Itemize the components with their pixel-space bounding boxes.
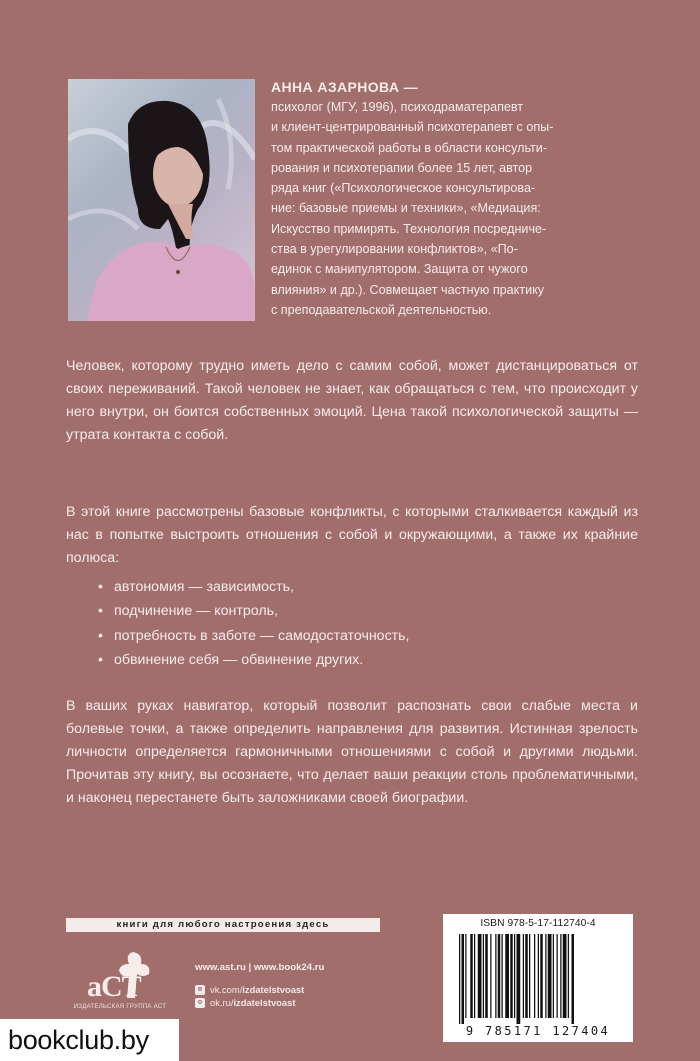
description-paragraph-1: Человек, которому трудно иметь дело с самим собой, может дистанцироваться от своих переживаний. Такой человек не знает, как обращаться с тем, что происходит у него внутри, он боится собственных эмоций. Цена такой психологической защиты — утрата контакта с собой. (66, 358, 638, 444)
publisher-websites[interactable]: www.ast.ru | www.book24.ru (195, 962, 325, 973)
publisher-logo-text: aCT (87, 970, 141, 1002)
vk-link-handle: izdatelstvoast (242, 984, 305, 995)
ok-link-prefix: ok.ru/ (210, 997, 234, 1008)
bio-line: ние: базовые приемы и техники», «Медиация: (271, 201, 541, 216)
list-item: • обвинение себя — обвинение других. (98, 648, 410, 672)
bio-line: влияния» и др.). Совмещает частную практику (271, 282, 545, 297)
bio-line: с преподавательской деятельностью. (271, 302, 492, 317)
tagline-banner: книги для любого настроения здесь (66, 918, 380, 932)
publisher-logo (85, 950, 155, 1002)
bio-line: ряда книг («Психологическое консультирова- (271, 181, 536, 196)
list-item: • автономия — зависимость, (98, 575, 410, 599)
vk-link-prefix: vk.com/ (210, 984, 243, 995)
barcode-bars (459, 934, 617, 1024)
ok-icon: о (195, 998, 205, 1008)
publisher-caption: ИЗДАТЕЛЬСКАЯ ГРУППА АСТ (73, 1004, 167, 1010)
bio-line: том практической работы в области консульти- (271, 140, 548, 155)
description-paragraph-2: В этой книге рассмотрены базовые конфликты, с которыми сталкивается каждый из нас в попытке выстроить отношения с собой и окружающими, а также их крайние полюса: (66, 504, 638, 567)
vk-icon: в (195, 985, 205, 995)
description-paragraph-3: В ваших руках навигатор, который позволит распознать свои слабые места и болевые точки, а также определить направления для развития. Истинная зрелость личности определяется гармоничными отношениями с собой и другими людьми. Прочитав эту книгу, вы осознаете, что делает ваши реакции столь проблематичными, и наконец перестанете быть заложниками своей биографии. (66, 698, 638, 807)
ok-link-handle: izdatelstvoast (233, 997, 296, 1008)
conflict-list (98, 575, 410, 672)
vk-link[interactable] (195, 984, 304, 995)
list-item: • потребность в заботе — самодостаточность, (98, 624, 410, 648)
bio-line: ства в урегулировании конфликтов», «По- (271, 242, 518, 257)
author-name: АННА АЗАРНОВА — (271, 79, 419, 95)
author-photo (68, 79, 255, 321)
bio-line: Искусство примирять. Технология посредниче- (271, 221, 547, 236)
bio-line: психолог (МГУ, 1996), психодраматерапевт (271, 100, 524, 114)
bio-line: рования и психотерапии более 15 лет, автор (271, 160, 533, 175)
bio-line: единок с манипулятором. Защита от чужого (271, 262, 528, 277)
barcode-digits: 9 785171 127404 (465, 1024, 611, 1038)
ok-link[interactable] (195, 997, 295, 1008)
bio-line: и клиент-центрированный психотерапевт с опы- (271, 120, 554, 135)
isbn-barcode (443, 914, 633, 1042)
isbn-text: ISBN 978-5-17-112740-4 (480, 918, 596, 929)
list-item: • подчинение — контроль, (98, 599, 410, 623)
author-bio (271, 77, 636, 320)
watermark: bookclub.by (0, 1019, 179, 1061)
